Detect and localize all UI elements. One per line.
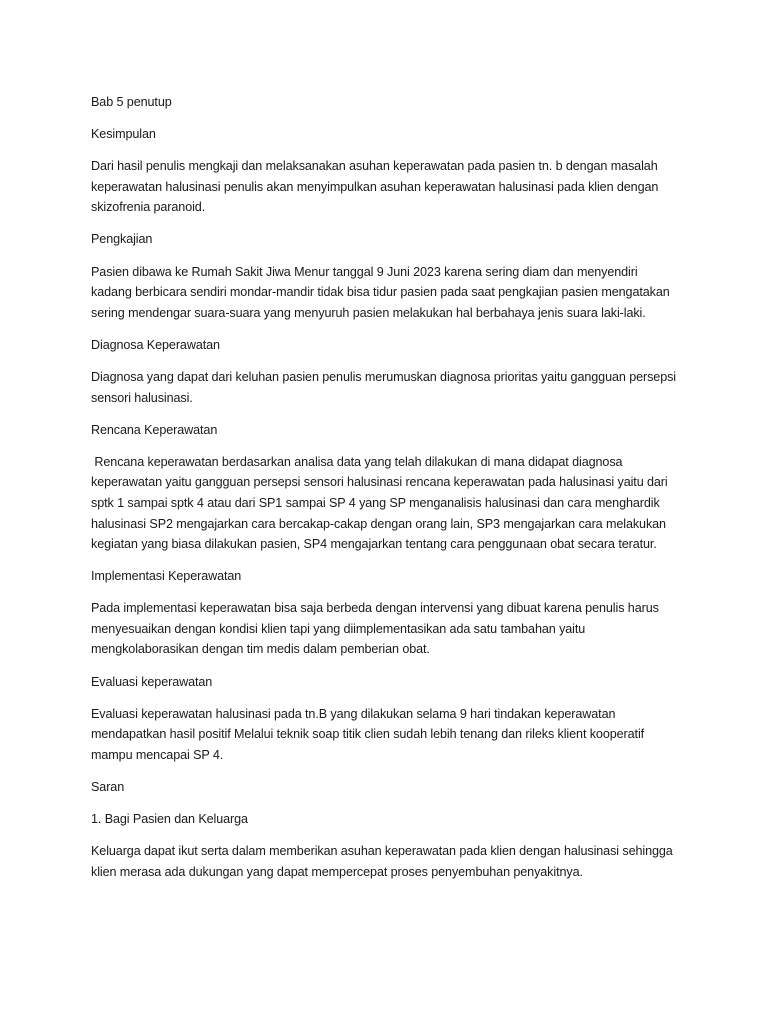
section-heading-pengkajian: Pengkajian xyxy=(91,232,153,247)
document-body xyxy=(91,92,681,894)
conclusion-heading: Kesimpulan xyxy=(91,127,156,142)
section-text-evaluasi: Evaluasi keperawatan halusinasi pada tn.B yang dilakukan selama 9 hari tindakan keperawatan mendapatkan hasil positif Melalui teknik soap titik clien sudah lebih tenang dan rileks klient kooperatif mampu mencapai SP 4. xyxy=(91,706,645,762)
intro-paragraph: Dari hasil penulis mengkaji dan melaksanakan asuhan keperawatan pada pasien tn. b dengan masalah keperawatan halusinasi penulis akan menyimpulkan asuhan keperawatan halusinasi pada klien dengan skizofrenia paranoid. xyxy=(91,159,659,215)
section-heading-rencana: Rencana Keperawatan xyxy=(91,422,218,437)
section-text-rencana: Rencana keperawatan berdasarkan analisa data yang telah dilakukan di mana didapat diagnosa keperawatan yaitu gangguan persepsi sensori halusinasi rencana keperawatan pada halusinasi yaitu dari sptk 1 sampai sptk 4 atau dari SP1 sampai SP 4 yang SP menganalisis halusinasi dan cara menghardik halusinasi SP2 mengajarkan cara bercakap-cakap dengan orang lain, SP3 mengajarkan cara melakukan kegiatan yang biasa dilakukan pasien, SP4 mengajarkan tentang cara penggunaan obat secara teratur. xyxy=(91,454,671,552)
section-text-pengkajian: Pasien dibawa ke Rumah Sakit Jiwa Menur tanggal 9 Juni 2023 karena sering diam dan menyendiri kadang berbicara sendiri mondar-mandir tidak bisa tidur pasien pada saat pengkajian pasien mengatakan sering mendengar suara-suara yang menyuruh pasien melakukan hal berbahaya jenis suara laki-laki. xyxy=(91,264,670,320)
suggestion-item-text: Keluarga dapat ikut serta dalam memberikan asuhan keperawatan pada klien dengan halusinasi sehingga klien merasa ada dukungan yang dapat mempercepat proses penyembuhan penyakitnya. xyxy=(91,844,673,879)
document-title: Bab 5 penutup xyxy=(91,95,172,109)
section-heading-diagnosa: Diagnosa Keperawatan xyxy=(91,337,220,352)
section-heading-evaluasi: Evaluasi keperawatan xyxy=(91,674,213,689)
section-text-implementasi: Pada implementasi keperawatan bisa saja berbeda dengan intervensi yang dibuat karena penulis harus menyesuaikan dengan kondisi klien tapi yang diimplementasikan ada satu tambahan yaitu mengkolaborasikan dengan tim medis dalam pemberian obat. xyxy=(91,601,659,657)
section-heading-implementasi: Implementasi Keperawatan xyxy=(91,569,242,584)
suggestion-heading: Saran xyxy=(91,779,125,794)
suggestion-item-heading: 1. Bagi Pasien dan Keluarga xyxy=(91,812,248,827)
section-text-diagnosa: Diagnosa yang dapat dari keluhan pasien penulis merumuskan diagnosa prioritas yaitu gangguan persepsi sensori halusinasi. xyxy=(91,369,676,405)
